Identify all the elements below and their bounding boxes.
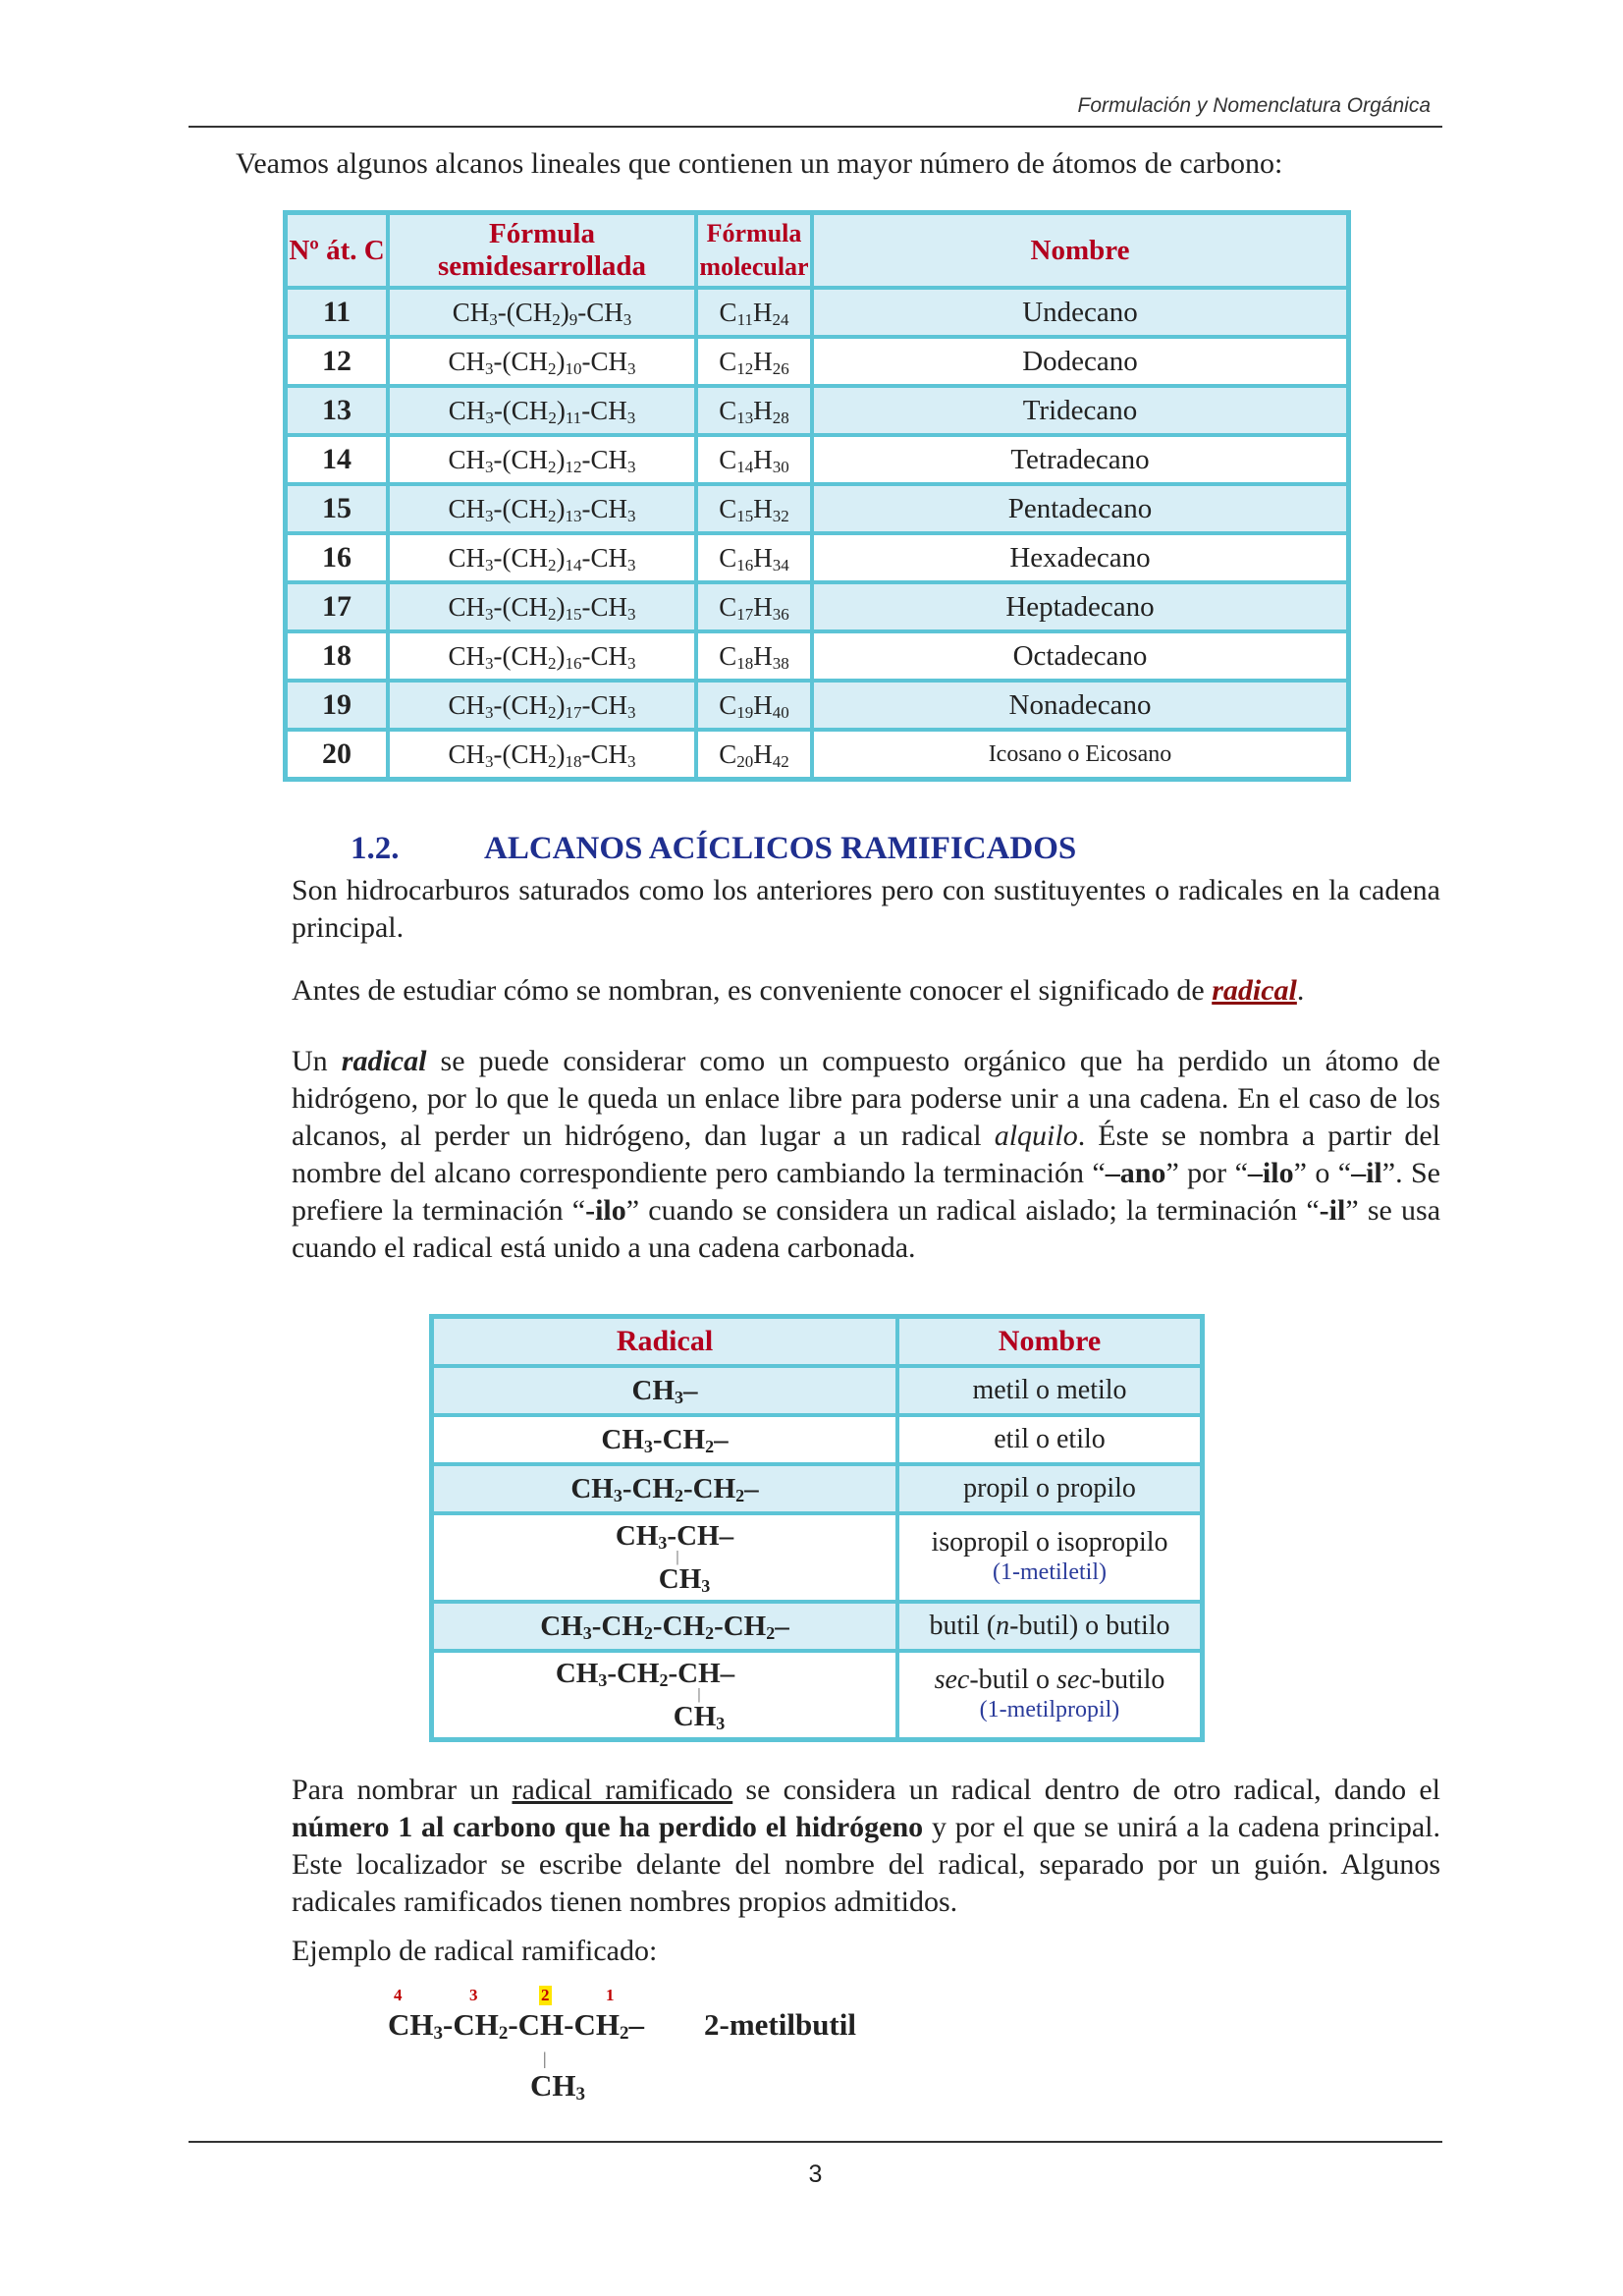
locant: 3 [469, 1986, 478, 2004]
semi-formula: $CH_3-(CH_2)_{16}-CH_3$ [388, 631, 696, 681]
example-branched-radical [388, 1978, 977, 2105]
alkane-name: Undecano [812, 288, 1348, 337]
alkane-name: Dodecano [812, 337, 1348, 386]
table-row [432, 1464, 1202, 1513]
table-row [286, 730, 1348, 779]
table-row [286, 582, 1348, 631]
radical-name: etil o etilo [897, 1415, 1202, 1464]
radical-formula: $CH_3-$ [432, 1366, 897, 1415]
radical-formula: $CH_3-CH-$ | $CH_3$ [432, 1513, 897, 1602]
alkanes-table [283, 210, 1351, 782]
semi-formula: $CH_3-(CH_2)_{15}-CH_3$ [388, 582, 696, 631]
section-title: ALCANOS ACÍCLICOS RAMIFICADOS [484, 831, 1077, 866]
table-row [286, 386, 1348, 435]
semi-formula: $CH_3-(CH_2)_{18}-CH_3$ [388, 730, 696, 779]
col-header-carbons: Nº át. C [286, 213, 388, 288]
radicals-table [429, 1314, 1205, 1742]
molecular-formula: $C_{13}H_{28}$ [696, 386, 812, 435]
molecular-formula: $C_{19}H_{40}$ [696, 681, 812, 730]
paragraph-radical-intro: Antes de estudiar cómo se nombran, es conveniente conocer el significado de radical. [292, 974, 1305, 1007]
molecular-formula: $C_{11}H_{24}$ [696, 288, 812, 337]
intro-text: Veamos algunos alcanos lineales que contienen un mayor número de átomos de carbono: [236, 147, 1283, 180]
paragraph-branched-radical: Para nombrar un radical ramificado se considera un radical dentro de otro radical, dando el número 1 al carbono que ha perdido el hidrógeno y por el que se unirá a la cadena principal. Este localizador se escribe delante del nombre del radical, separado por un guión. Algunos radicales ramificados tienen nombres propios admitidos. [292, 1774, 1440, 1918]
radical-formula: $CH_3-CH_2-CH_2-$ [432, 1464, 897, 1513]
carbon-count: 14 [286, 435, 388, 484]
table-row [286, 484, 1348, 533]
page-header [189, 92, 1442, 128]
col-header-name: Nombre [812, 213, 1348, 288]
col-header-molecular-formula: Fórmula molecular [696, 213, 812, 288]
col-header-semi-formula: Fórmula semidesarrollada [388, 213, 696, 288]
alkane-name: Tridecano [812, 386, 1348, 435]
table-header-row [286, 213, 1348, 288]
table-row [286, 435, 1348, 484]
alkane-name: Heptadecano [812, 582, 1348, 631]
radical-name: metil o metilo [897, 1366, 1202, 1415]
main-chain-formula: $CH_3-CH_2-CH-CH_2-$ [388, 2007, 644, 2044]
locant-highlighted: 2 [541, 1986, 550, 2004]
alkane-name: Tetradecano [812, 435, 1348, 484]
carbon-count: 11 [286, 288, 388, 337]
locant: 1 [606, 1986, 615, 2004]
alkanes-table-body [286, 288, 1348, 779]
molecular-formula: $C_{12}H_{26}$ [696, 337, 812, 386]
table-row [286, 631, 1348, 681]
branch-formula: $CH_3$ [530, 2068, 585, 2105]
radical-name: isopropil o isopropilo (1-metiletil) [897, 1513, 1202, 1602]
molecular-formula: $C_{17}H_{36}$ [696, 582, 812, 631]
radical-term-link: radical [1212, 974, 1297, 1007]
table-row [286, 288, 1348, 337]
table-row [432, 1651, 1202, 1739]
col-header-radical: Radical [432, 1317, 897, 1366]
radicals-header-row [432, 1317, 1202, 1366]
carbon-count: 13 [286, 386, 388, 435]
carbon-count: 18 [286, 631, 388, 681]
locant: 4 [394, 1986, 403, 2004]
carbon-count: 17 [286, 582, 388, 631]
alkane-name: Nonadecano [812, 681, 1348, 730]
radical-formula: $CH_3-CH_2-CH-$ | $CH_3$ [432, 1651, 897, 1739]
semi-formula: $CH_3-(CH_2)_{12}-CH_3$ [388, 435, 696, 484]
table-row [286, 337, 1348, 386]
paragraph-definition: Son hidrocarburos saturados como los anteriores pero con sustituyentes o radicales en la cadena principal. [292, 874, 1440, 944]
alkane-name: Pentadecano [812, 484, 1348, 533]
radical-formula: $CH_3-CH_2-$ [432, 1415, 897, 1464]
molecular-formula: $C_{18}H_{38}$ [696, 631, 812, 681]
radical-name: butil (n-butil) o butilo [897, 1602, 1202, 1651]
semi-formula: $CH_3-(CH_2)_{13}-CH_3$ [388, 484, 696, 533]
carbon-count: 19 [286, 681, 388, 730]
section-heading [351, 831, 1076, 867]
alkane-name: Hexadecano [812, 533, 1348, 582]
page-footer [189, 2141, 1442, 2188]
semi-formula: $CH_3-(CH_2)_{11}-CH_3$ [388, 386, 696, 435]
paragraph-radical-definition: Un radical se puede considerar como un compuesto orgánico que ha perdido un átomo de hidrógeno, por lo que le queda un enlace libre para poderse unir a una cadena. En el caso de los alcanos, al perder un hidrógeno, dan lugar a un radical alquilo. Éste se nombra a partir del nombre del alcano correspondiente pero cambiando la terminación “–ano” por “–ilo” o “–il”. Se prefiere la terminación “-ilo” cuando se considera un radical aislado; la terminación “-il” se usa cuando el radical está unido a una cadena carbonada. [292, 1045, 1441, 1264]
molecular-formula: $C_{15}H_{32}$ [696, 484, 812, 533]
carbon-count: 12 [286, 337, 388, 386]
table-row [286, 681, 1348, 730]
table-row [432, 1366, 1202, 1415]
molecular-formula: $C_{16}H_{34}$ [696, 533, 812, 582]
molecular-formula: $C_{20}H_{42}$ [696, 730, 812, 779]
carbon-count: 15 [286, 484, 388, 533]
bond-line: | [543, 2049, 547, 2068]
semi-formula: $CH_3-(CH_2)_{14}-CH_3$ [388, 533, 696, 582]
example-name: 2-metilbutil [704, 2007, 856, 2042]
table-row [432, 1602, 1202, 1651]
carbon-count: 16 [286, 533, 388, 582]
page-number: 3 [808, 2160, 823, 2188]
carbon-count: 20 [286, 730, 388, 779]
table-row [286, 533, 1348, 582]
radical-name: sec-butil o sec-butilo (1-metilpropil) [897, 1651, 1202, 1739]
alkane-name: Icosano o Eicosano [812, 730, 1348, 779]
header-title: Formulación y Nomenclatura Orgánica [1077, 94, 1431, 117]
semi-formula: $CH_3-(CH_2)_{17}-CH_3$ [388, 681, 696, 730]
radical-name: propil o propilo [897, 1464, 1202, 1513]
col-header-radical-name: Nombre [897, 1317, 1202, 1366]
paragraph-example-label: Ejemplo de radical ramificado: [292, 1935, 658, 1967]
semi-formula: $CH_3-(CH_2)_9-CH_3$ [388, 288, 696, 337]
alkane-name: Octadecano [812, 631, 1348, 681]
table-row [432, 1415, 1202, 1464]
radical-formula: $CH_3-CH_2-CH_2-CH_2-$ [432, 1602, 897, 1651]
section-number: 1.2. [351, 831, 400, 866]
molecular-formula: $C_{14}H_{30}$ [696, 435, 812, 484]
table-row [432, 1513, 1202, 1602]
semi-formula: $CH_3-(CH_2)_{10}-CH_3$ [388, 337, 696, 386]
